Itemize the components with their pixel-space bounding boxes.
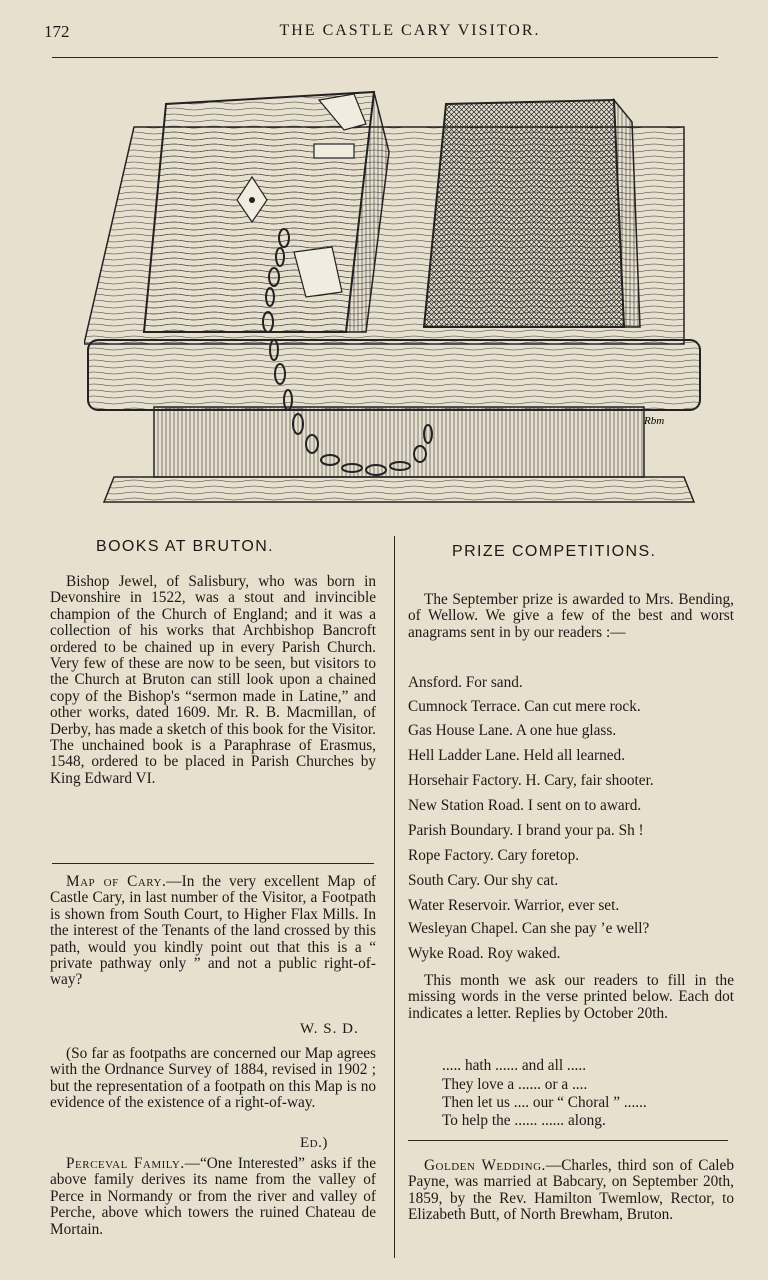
anagram-item: Parish Boundary. I brand your pa. Sh ! xyxy=(408,822,644,839)
column-divider xyxy=(394,536,395,1258)
golden-wedding-article xyxy=(408,1158,734,1224)
perceval-heading: Perceval Family. xyxy=(66,1155,185,1172)
anagram-item: Wesleyan Chapel. Can she pay ’e well? xyxy=(408,920,650,937)
section-rule xyxy=(408,1140,728,1141)
anagram-item: Rope Factory. Cary foretop. xyxy=(408,847,580,864)
prize-competitions-heading: PRIZE COMPETITIONS. xyxy=(452,543,657,560)
editor-signature: Ed.) xyxy=(300,1135,328,1151)
section-rule xyxy=(52,863,374,864)
books-at-bruton-heading: BOOKS AT BRUTON. xyxy=(96,538,274,555)
editor-note xyxy=(50,1046,376,1112)
golden-wedding-paragraph: —Charles, third son of Caleb Payne, was married at Babcary, on September 20th, 1859, by the Rev. Hamilton Twemlow, Rector, to Elizabeth Butt, of North Brewham, Bruton. xyxy=(408,1157,734,1224)
illustrator-signature: Rbm xyxy=(644,415,665,427)
map-of-cary-article xyxy=(50,874,376,989)
verse-line: They love a ...... or a .... xyxy=(442,1076,588,1093)
anagram-item: Hell Ladder Lane. Held all learned. xyxy=(408,747,626,764)
anagram-item: Ansford. For sand. xyxy=(408,674,523,691)
bruton-paragraph: Bishop Jewel, of Salisbury, who was born in Devonshire in 1522, was a stout and invincible champion of the Church of England; and it was a collection of his works that Archbishop Bancroft ordered to be chained up in every Parish Church. Very few of these are now to be seen, but visitors to the Church at Bruton can still look upon a chained copy of the Bishop's “sermon made in Latine,” and other works, dated 1609. Mr. R. B. Macmillan, of Derby, has made a sketch of this book for the Visitor. The unchained book is a Paraphrase of Erasmus, 1548, ordered to be placed in Parish Churches by King Edward VI. xyxy=(50,573,376,787)
perceval-family-article xyxy=(50,1156,376,1238)
verse-line: Then let us .... our “ Choral ” ...... xyxy=(442,1094,647,1111)
anagram-item: Water Reservoir. Warrior, ever set. xyxy=(408,897,620,914)
anagram-item: Wyke Road. Roy waked. xyxy=(408,945,561,962)
chained-books-illustration xyxy=(84,82,716,512)
anagram-item: Cumnock Terrace. Can cut mere rock. xyxy=(408,698,641,715)
running-title: THE CASTLE CARY VISITOR. xyxy=(279,22,541,39)
verse-instructions-paragraph: This month we ask our readers to fill in the missing words in the verse printed below. Each dot indicates a letter. Replies by October 20th. xyxy=(408,972,734,1022)
perceval-paragraph: —“One Interested” asks if the above family derives its name from the valley of Perce in Normandy or from the river and valley of Perche, above which towers the ruined Chateau de Mortain. xyxy=(50,1155,376,1238)
editor-note-paragraph: (So far as footpaths are concerned our Map agrees with the Ordnance Survey of 1884, revised in 1902 ; but the representation of a footpath on this Map is no evidence of the existence of a right-of-way. xyxy=(50,1045,376,1112)
map-signature: W. S. D. xyxy=(300,1021,359,1037)
verse-line: To help the ...... ...... along. xyxy=(442,1112,606,1129)
prize-intro-paragraph: The September prize is awarded to Mrs. Bending, of Wellow. We give a few of the best and worst anagrams sent in by our readers :— xyxy=(408,591,734,641)
golden-wedding-heading: Golden Wedding. xyxy=(424,1157,546,1174)
bruton-article xyxy=(50,574,376,787)
map-heading: Map of Cary. xyxy=(66,873,167,890)
anagram-item: New Station Road. I sent on to award. xyxy=(408,797,642,814)
header-rule xyxy=(52,57,718,58)
anagram-item: Gas House Lane. A one hue glass. xyxy=(408,722,617,739)
prize-intro xyxy=(408,592,734,641)
map-paragraph: —In the very excellent Map of Castle Cary, in last number of the Visitor, a Footpath is shown from South Court, to Higher Flax Mills. In the interest of the Tenants of the land crossed by this path, would you kindly point out that this is a “ private pathway only ” and not a public right-of-way? xyxy=(50,873,376,989)
verse-instructions xyxy=(408,973,734,1022)
page-number: 172 xyxy=(44,22,70,41)
anagram-item: South Cary. Our shy cat. xyxy=(408,872,559,889)
anagram-item: Horsehair Factory. H. Cary, fair shooter. xyxy=(408,772,654,789)
verse-line: ..... hath ...... and all ..... xyxy=(442,1057,587,1074)
